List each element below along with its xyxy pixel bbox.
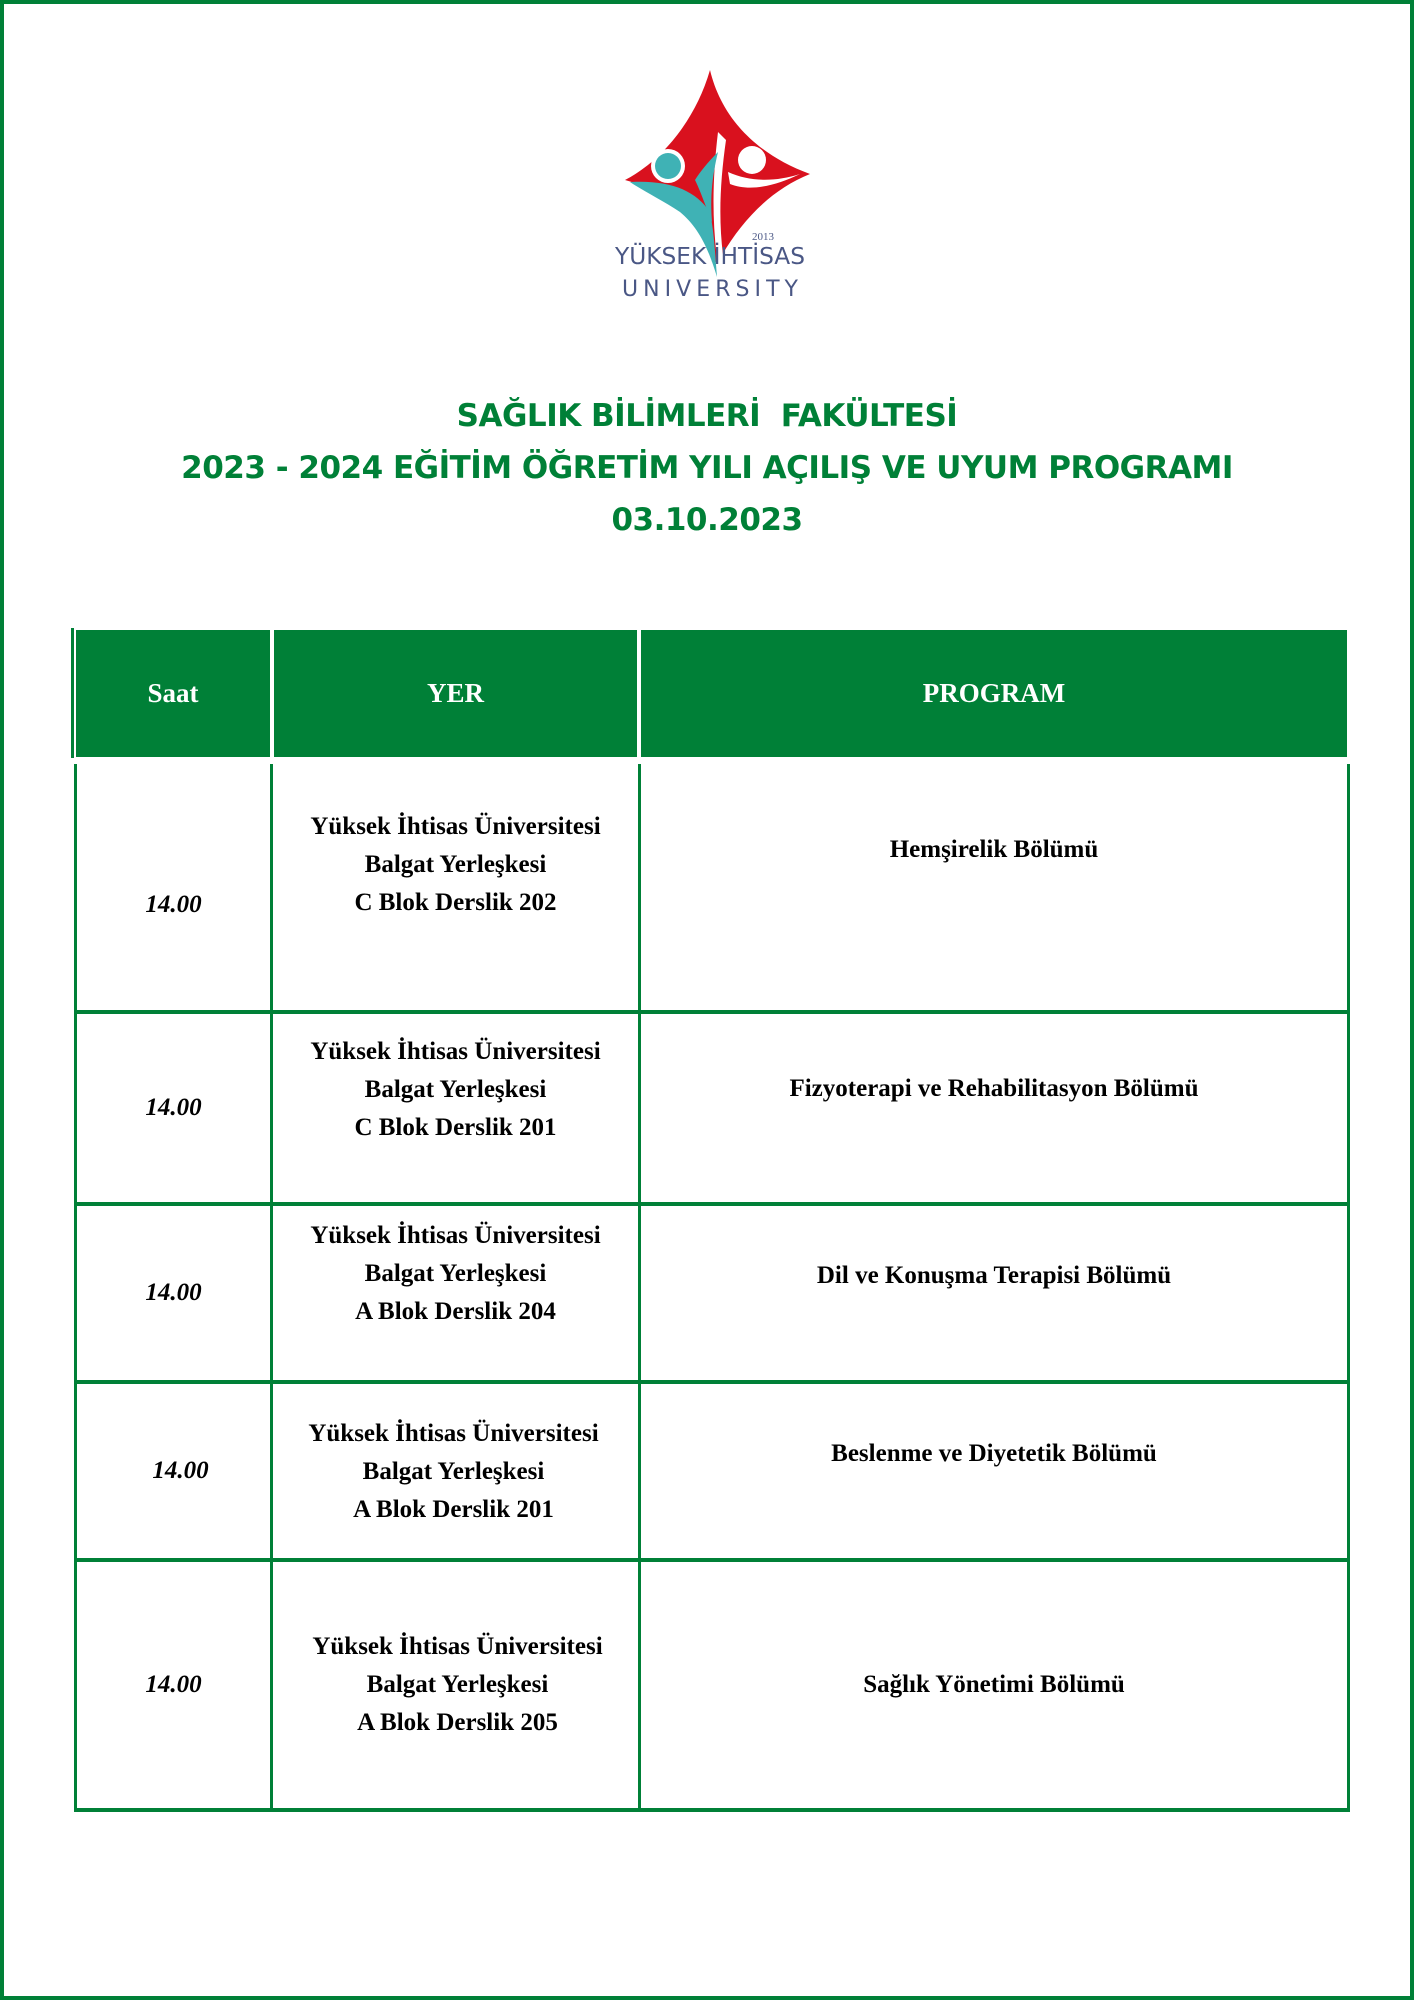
time-value: 14.00 (145, 1671, 202, 1698)
cell-time (77, 1665, 270, 1705)
program-value: Dil ve Konuşma Terapisi Bölümü (816, 1262, 1172, 1289)
logo-year: 2013 (752, 231, 774, 243)
cell-program (641, 830, 1347, 870)
time-value: 14.00 (145, 891, 202, 918)
document-title (0, 390, 1414, 546)
cell-place (273, 1033, 638, 1147)
cell-place (271, 1415, 636, 1529)
header-place-label: YER (426, 678, 484, 708)
table-border-bottom (74, 1808, 1350, 1812)
header-time (76, 630, 270, 757)
cell-time (84, 1451, 277, 1491)
place-line: Yüksek İhtisas Üniversitesi (310, 1222, 601, 1249)
place-line: Balgat Yerleşkesi (362, 1458, 545, 1485)
row-divider (74, 1558, 1350, 1562)
program-title: 2023 - 2024 EĞİTİM ÖĞRETİM YILI AÇILIŞ VE UYUM PROGRAMI (181, 450, 1233, 486)
cell-program (641, 1665, 1347, 1705)
cell-place (275, 1628, 640, 1742)
program-value: Fizyoterapi ve Rehabilitasyon Bölümü (789, 1075, 1199, 1102)
time-value: 14.00 (152, 1457, 209, 1484)
row-divider (74, 1010, 1350, 1014)
place-line: A Blok Derslik 204 (355, 1298, 556, 1325)
logo-name-line1: YÜKSEK İHTİSAS (615, 244, 803, 270)
time-value: 14.00 (145, 1094, 202, 1121)
program-value: Sağlık Yönetimi Bölümü (863, 1671, 1125, 1698)
program-date: 03.10.2023 (611, 502, 803, 538)
cell-time (77, 830, 270, 980)
header-time-label: Saat (147, 678, 199, 708)
cell-program (641, 1434, 1347, 1474)
cell-time (77, 1088, 270, 1128)
table-border-right (1347, 764, 1350, 1812)
university-logo-mark (600, 62, 820, 312)
place-line: A Blok Derslik 201 (353, 1496, 554, 1523)
cell-program (641, 1256, 1347, 1296)
row-divider (74, 1380, 1350, 1384)
header-program (641, 630, 1347, 757)
place-line: Balgat Yerleşkesi (364, 851, 547, 878)
time-value: 14.00 (145, 1279, 202, 1306)
place-line: Balgat Yerleşkesi (364, 1260, 547, 1287)
place-line: Yüksek İhtisas Üniversitesi (312, 1633, 603, 1660)
program-value: Beslenme ve Diyetetik Bölümü (831, 1440, 1157, 1467)
table-left-edge (71, 628, 74, 758)
logo-name-line2: UNIVERSITY (622, 277, 798, 302)
place-line: Balgat Yerleşkesi (364, 1076, 547, 1103)
row-divider (74, 1202, 1350, 1206)
university-logo (600, 62, 820, 312)
cell-place (273, 1217, 638, 1331)
place-line: C Blok Derslik 202 (354, 889, 557, 916)
cell-program (641, 1069, 1347, 1109)
place-line: Yüksek İhtisas Üniversitesi (308, 1420, 599, 1447)
faculty-title: SAĞLIK BİLİMLERİ FAKÜLTESİ (456, 398, 958, 434)
place-line: Yüksek İhtisas Üniversitesi (310, 1038, 601, 1065)
cell-time (77, 1273, 270, 1313)
cell-place (273, 810, 638, 920)
place-line: Balgat Yerleşkesi (366, 1671, 549, 1698)
place-line: Yüksek İhtisas Üniversitesi (310, 813, 601, 840)
place-line: A Blok Derslik 205 (357, 1709, 558, 1736)
place-line: C Blok Derslik 201 (354, 1114, 557, 1141)
header-program-label: PROGRAM (922, 678, 1066, 708)
header-place (274, 630, 637, 757)
program-value: Hemşirelik Bölümü (889, 836, 1099, 863)
